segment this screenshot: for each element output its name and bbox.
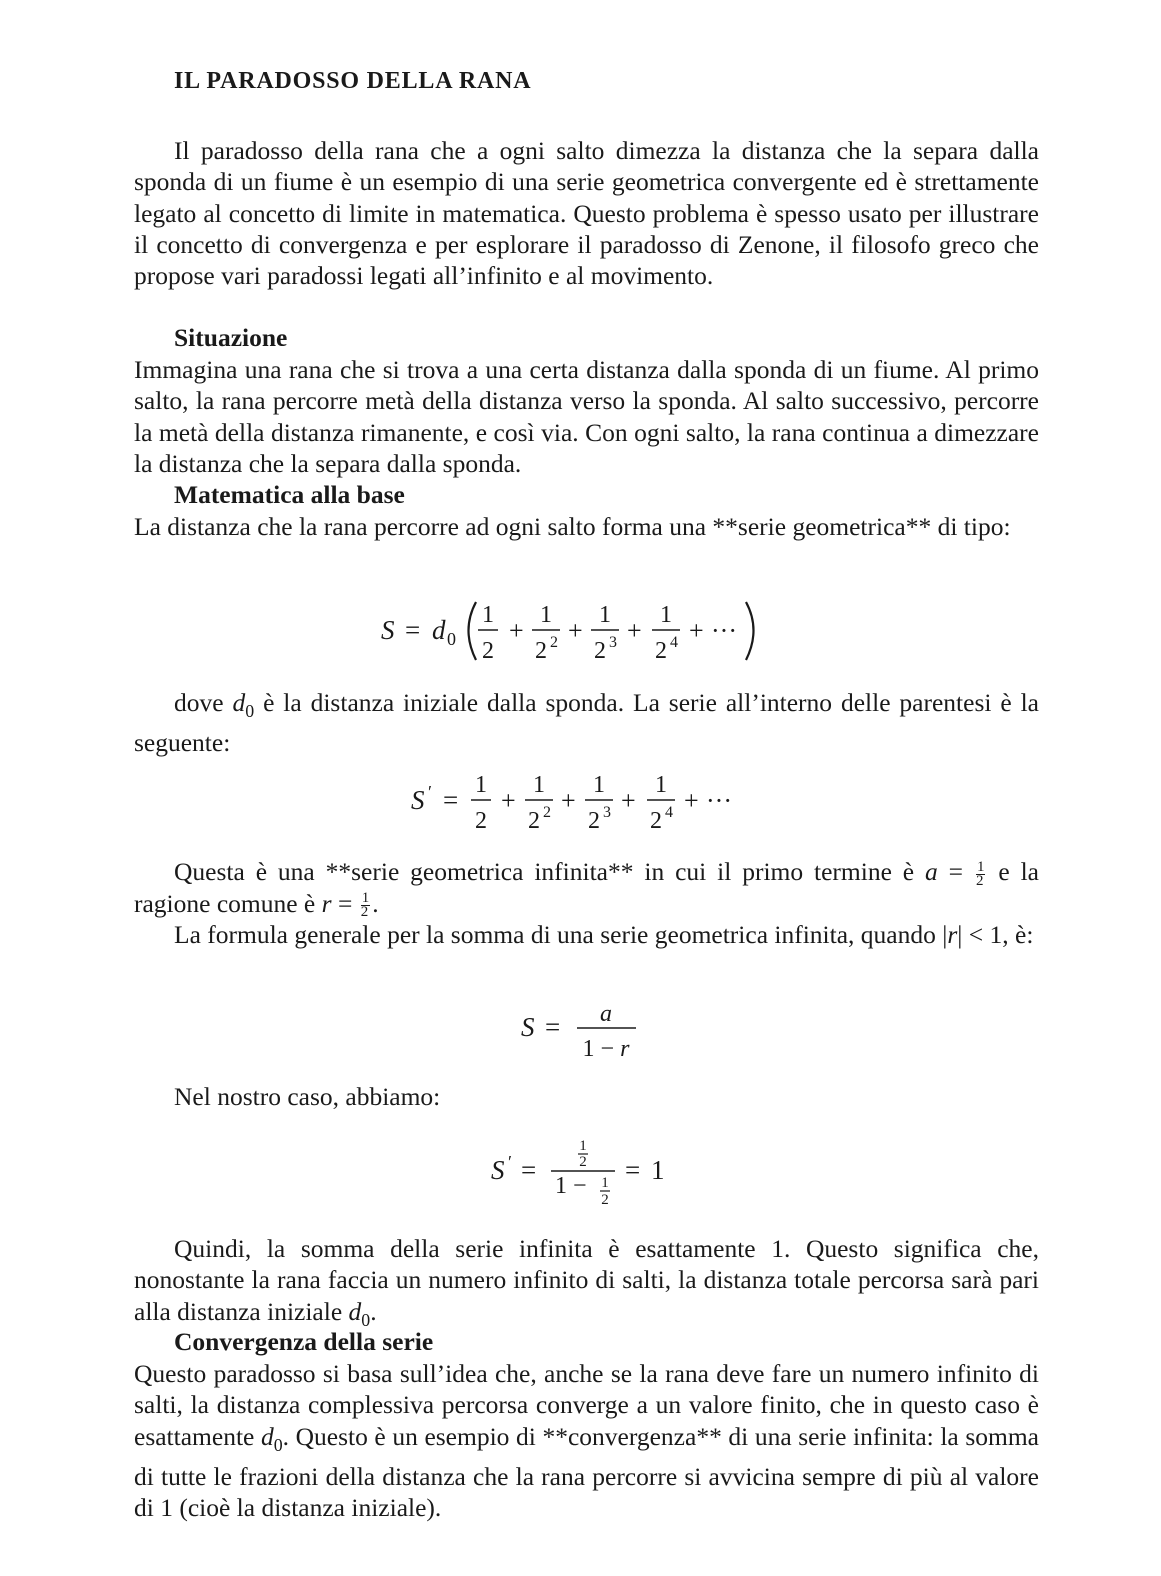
equation-general-sum	[0, 990, 1161, 1070]
svg-text:1: 1	[598, 601, 611, 628]
svg-text:1: 1	[532, 771, 545, 798]
equation-our-case-display	[491, 1132, 671, 1217]
equation-our-case	[0, 1134, 1161, 1214]
math-a-equals-half: a = $\frac{1}{2}$	[925, 857, 985, 889]
quindi-paragraph	[134, 1233, 1039, 1336]
questa-pre-text: Questa è una **serie geometrica infinita** in cui il primo termine è	[174, 857, 926, 886]
svg-text:1: 1	[592, 771, 605, 798]
svg-text:3: 3	[602, 803, 611, 821]
section-heading-situazione: Situazione	[174, 323, 288, 352]
svg-text:2: 2	[649, 807, 662, 834]
svg-text:d: d	[431, 614, 445, 645]
svg-text:=: =	[404, 614, 420, 645]
svg-text:+: +	[688, 615, 704, 645]
svg-text:2: 2	[593, 637, 606, 664]
nel-nostro-paragraph: Nel nostro caso, abbiamo:	[174, 1082, 441, 1111]
svg-text:1: 1	[654, 771, 667, 798]
svg-text:+: +	[620, 785, 636, 815]
section-heading-matematica: Matematica alla base	[174, 480, 405, 509]
equation-general-sum-display	[521, 988, 641, 1073]
svg-text:1: 1	[481, 601, 494, 628]
equation-series-sum-display	[381, 592, 781, 673]
dove-paragraph	[134, 687, 1039, 759]
dove-pre-text: dove	[174, 688, 233, 717]
svg-text:S: S	[380, 614, 394, 645]
svg-text:1 −: 1 −	[554, 1172, 587, 1199]
svg-text:′: ′	[507, 1151, 512, 1172]
svg-text:2: 2	[578, 1153, 587, 1170]
questa-paragraph	[134, 856, 1039, 919]
convergenza-pre-text: Questo paradosso si basa sull’idea che, anche se la rana deve fare un numero infinito di salti, la distanza complessiva percorsa converge a un valore finito, che in questo caso è esattamente	[134, 1359, 1039, 1451]
svg-text:···: ···	[705, 785, 732, 815]
svg-text:1: 1	[600, 1174, 609, 1191]
svg-text:a: a	[599, 1000, 612, 1027]
svg-text:+: +	[683, 785, 699, 815]
math-d0-convergenza: $d_0$	[260, 1421, 283, 1455]
formula-post-text: , è:	[1002, 920, 1034, 949]
quindi-text: Quindi, la somma della serie infinita è esattamente 1. Questo significa che, nonostante la rana faccia un numero infinito di salti, la distanza totale percorsa sarà pari alla distanza iniziale	[134, 1234, 1039, 1326]
svg-text:1: 1	[578, 1137, 587, 1154]
math-d0: $d_0$	[232, 688, 255, 722]
svg-text:2: 2	[527, 807, 540, 834]
questa-mid-text: e la ragione comune è	[134, 857, 1039, 918]
document-title: IL PARADOSSO DELLA RANA	[174, 68, 532, 94]
formula-pre-text: La formula generale per la somma di una serie geometrica infinita, quando	[174, 920, 943, 949]
svg-text:1: 1	[539, 601, 552, 628]
svg-text:2: 2	[587, 807, 600, 834]
svg-text:=: =	[520, 1154, 536, 1185]
equation-series-sum	[0, 592, 1161, 672]
intro-paragraph: Il paradosso della rana che a ogni salto dimezza la distanza che la separa dalla sponda di un fiume è un esempio di una serie geometrica convergente ed è strettamente legato al concetto di limite in matematica. Questo problema è spesso usato per illustrare il concetto di convergenza e per esplorare il paradosso di Zenone, il filosofo greco che propose vari paradossi legati all’infinito e al movimento.	[134, 136, 1039, 291]
math-abs-r-less-one: |r| < 1	[942, 920, 1003, 949]
math-d0-period: $d_0$.	[348, 1296, 377, 1330]
svg-text:S: S	[490, 1154, 504, 1185]
svg-text:2: 2	[474, 807, 487, 834]
situazione-paragraph: Immagina una rana che si trova a una certa distanza dalla sponda di un fiume. Al primo salto, la rana percorre metà della distanza verso la sponda. Al salto successivo, percorre la metà della distanza rimanente, e così via. Con ogni salto, la rana continua a dimezzare la distanza che la separa dalla sponda.	[134, 355, 1039, 478]
svg-text:0: 0	[446, 628, 456, 649]
svg-text:S: S	[410, 784, 424, 815]
svg-text:4: 4	[664, 803, 673, 821]
svg-text:′: ′	[427, 781, 432, 802]
svg-text:+: +	[567, 615, 583, 645]
svg-text:1: 1	[650, 1154, 664, 1185]
svg-text:3: 3	[608, 633, 617, 651]
svg-text:+: +	[508, 615, 524, 645]
svg-text:+: +	[626, 615, 642, 645]
svg-text:2: 2	[549, 633, 558, 651]
svg-text:···: ···	[710, 615, 737, 645]
svg-text:2: 2	[534, 637, 547, 664]
svg-text:2: 2	[481, 637, 494, 664]
section-heading-convergenza: Convergenza della serie	[174, 1327, 434, 1356]
svg-text:2: 2	[600, 1191, 609, 1208]
svg-text:=: =	[544, 1011, 560, 1042]
svg-text:2: 2	[654, 637, 667, 664]
svg-text:+: +	[500, 785, 516, 815]
svg-text:1: 1	[659, 601, 672, 628]
svg-text:S: S	[520, 1011, 534, 1042]
formula-paragraph	[134, 919, 1039, 950]
equation-series-inner	[0, 762, 1161, 842]
convergenza-post-text: . Questo è un esempio di **convergenza** di una serie infinita: la somma di tutte le frazioni della distanza che la rana percorre si avvicina sempre di più al valore di 1 (cioè la distanza iniziale).	[134, 1421, 1039, 1523]
svg-text:=: =	[624, 1154, 640, 1185]
svg-text:1: 1	[474, 771, 487, 798]
svg-text:=: =	[442, 784, 458, 815]
matematica-paragraph: La distanza che la rana percorre ad ogni salto forma una **serie geometrica** di tipo:	[134, 512, 1011, 541]
svg-text:4: 4	[669, 633, 678, 651]
equation-series-inner-display	[411, 762, 751, 843]
svg-text:+: +	[560, 785, 576, 815]
math-r-equals-half: r = $\frac{1}{2}$ .	[321, 888, 379, 921]
convergenza-paragraph	[134, 1358, 1039, 1524]
svg-text:1 − r: 1 − r	[582, 1035, 629, 1062]
svg-text:2: 2	[542, 803, 551, 821]
dove-post-text: è la distanza iniziale dalla sponda. La serie all’interno delle parentesi è la seguente:	[134, 688, 1039, 758]
